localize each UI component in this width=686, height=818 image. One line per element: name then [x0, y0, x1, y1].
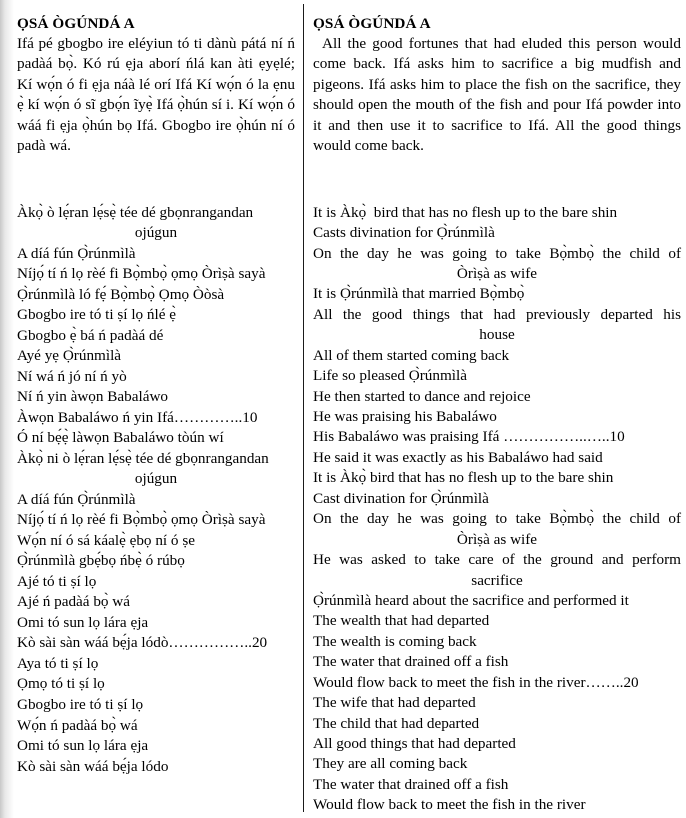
verse-line: Ajé tó ti ṣí lọ	[17, 572, 97, 590]
verse-line: The wealth is coming back	[313, 632, 477, 650]
verse-line: Would flow back to meet the fish in the river……..20	[313, 673, 639, 691]
verse-line: His Babaláwo was praising Ifá ……………..…..10	[313, 428, 625, 446]
verse-line: Wọ́n ń padàá bọ̀ wá	[17, 716, 138, 734]
verse-line: Gbogbo ire tó ti ṣí lọ	[17, 696, 144, 713]
verse-line: Omi tó sun lọ lára ẹja	[17, 737, 149, 755]
verse-line: He was asked to take care of the ground and perform	[313, 551, 681, 569]
verse-line: Níjọ́ tí ń lọ rèé fi Bọ̀mbọ̀ ọmọ Òrìṣà sayà	[17, 265, 266, 283]
verse-line: Casts divination for Ọ̀rúnmìlà	[313, 224, 495, 242]
verse-line: Life so pleased Ọ̀rúnmìlà	[313, 367, 467, 385]
verse-line: On the day he was going to take Bọ̀mbọ̀ the child of	[313, 244, 681, 262]
verse-line: Níjọ́ tí ń lọ rèé fi Bọ̀mbọ̀ ọmọ Òrìṣà sayà	[17, 511, 266, 529]
verse-line: Ọ̀rúnmìlà heard about the sacrifice and performed it	[313, 591, 629, 609]
verse-line: The water that drained off a fish	[313, 653, 509, 671]
verse-line: It is Àkọ̀ bird that has no flesh up to the bare shin	[313, 469, 614, 487]
right-column-english	[304, 0, 685, 818]
verse-line: All good things that had departed	[313, 735, 516, 752]
verse-line: Kò sài sàn wáá bẹ́ja lódo	[17, 757, 169, 775]
verse-line: Ní ń yin àwọn Babaláwo	[17, 388, 168, 406]
left-column-yoruba	[0, 0, 303, 818]
verse-line: All the good things that had previously departed his	[313, 305, 681, 323]
left-chapter-title: ỌSÁ ÒGÚNDÁ A	[17, 15, 135, 32]
verse-line: Ní wá ń jó ní ń yò	[17, 367, 127, 385]
verse-line: Wọ́n ní ó sá káalẹ̀ ẹbọ ní ó ṣe	[17, 531, 195, 549]
left-intro-paragraph: Ifá pé gbogbo ire eléyiun tó ti dànù pátá ní ń padàá bọ̀. Kó rú ẹja aborí ńlá kan àti ẹyẹlé; Kí wọ́n ó fi ẹja náà lé orí Ifá Kí wọ́n ó la ẹnu ẹ̀ kí wọ́n ó sĩ gbọ́n ĩyẹ̀ Ifá ọ̀hún sí i. Kí wọ́n ó wáá fi ẹja ọ̀hún bọ Ifá. Gbogbo ire ọ̀hún ní ó padà wá.	[17, 35, 295, 155]
verse-line: Òrìṣà as wife	[456, 264, 538, 282]
verse-line: He was praising his Babaláwo	[313, 408, 497, 425]
verse-line: house	[479, 326, 515, 344]
verse-line: They are all coming back	[313, 755, 468, 773]
verse-line: Ọ̀rúnmìlà gbẹ́bọ ńbẹ̀ ó rúbọ	[17, 552, 185, 570]
verse-line: Òrìṣà as wife	[456, 530, 538, 548]
right-section-gap	[313, 157, 681, 203]
verse-line: ojúgun	[134, 470, 178, 488]
verse-line: He then started to dance and rejoice	[313, 387, 531, 405]
right-verse-list	[313, 203, 681, 816]
verse-line: He said it was exactly as his Babaláwo had said	[313, 448, 603, 466]
verse-line: Ó ní bẹ́ẹ̀ làwọn Babaláwo tòún wí	[17, 429, 224, 447]
verse-line: The wife that had departed	[313, 694, 476, 712]
verse-line: Gbogbo ẹ̀ bá ń padàá dé	[17, 326, 164, 344]
verse-line: Aya tó ti ṣí lọ	[17, 654, 99, 672]
verse-line: A díá fún Ọ̀rúnmìlà	[17, 490, 136, 508]
verse-line: Ọ̀rúnmìlà ló fẹ́ Bọ̀mbọ̀ Ọmọ Òòsà	[17, 285, 225, 303]
left-section-gap	[17, 157, 295, 203]
verse-line: Would flow back to meet the fish in the river	[313, 796, 586, 814]
verse-line: Gbogbo ire tó ti ṣí lọ ńlé ẹ̀	[17, 306, 177, 324]
verse-line: Ayé yẹ Ọ̀rúnmìlà	[17, 347, 122, 365]
right-intro-paragraph: All the good fortunes that had eluded this person would come back. Ifá asks him to sacrifice a big mudfish and pigeons. Ifá asks him to place the fish on the sacrifice, they should open the mouth of the fish and pour Ifá powder into it and then use it to sacrifice to Ifá. All the good things would come back.	[313, 35, 681, 155]
verse-line: Àkọ̀ ni ò lẹ́ran lẹ́sẹ̀ tée dé gbọnrangandan	[17, 449, 269, 467]
verse-line: ojúgun	[134, 224, 178, 242]
verse-line: Àkọ̀ ò lẹ́ran lẹ́sẹ̀ tée dé gbọnrangandan	[17, 203, 254, 221]
verse-line: The wealth that had departed	[313, 612, 490, 630]
verse-line: Ọmọ tó ti ṣí lọ	[17, 675, 105, 693]
left-verse-list	[17, 203, 295, 777]
verse-line: The water that drained off a fish	[313, 775, 509, 793]
verse-line: The child that had departed	[313, 714, 480, 732]
verse-line: Kò sài sàn wáá bẹ́ja lódò……………..20	[17, 634, 268, 652]
verse-line: Ajé ń padàá bọ̀ wá	[17, 593, 131, 611]
verse-line: All of them started coming back	[313, 346, 510, 364]
verse-line: Omi tó sun lọ lára ẹja	[17, 613, 149, 631]
verse-line: Àwọn Babaláwo ń yin Ifá…………..10	[17, 408, 258, 426]
verse-line: sacrifice	[471, 571, 523, 589]
verse-line: On the day he was going to take Bọ̀mbọ̀ the child of	[313, 510, 681, 528]
verse-line: A díá fún Ọ̀rúnmìlà	[17, 244, 136, 262]
verse-line: It is Àkọ̀ bird that has no flesh up to the bare shin	[313, 203, 618, 221]
verse-line: Cast divination for Ọ̀rúnmìlà	[313, 489, 489, 507]
right-chapter-title: ỌSÁ ÒGÚNDÁ A	[313, 15, 431, 32]
verse-line: It is Ọ̀rúnmìlà that married Bọ̀mbọ̀	[313, 285, 525, 303]
